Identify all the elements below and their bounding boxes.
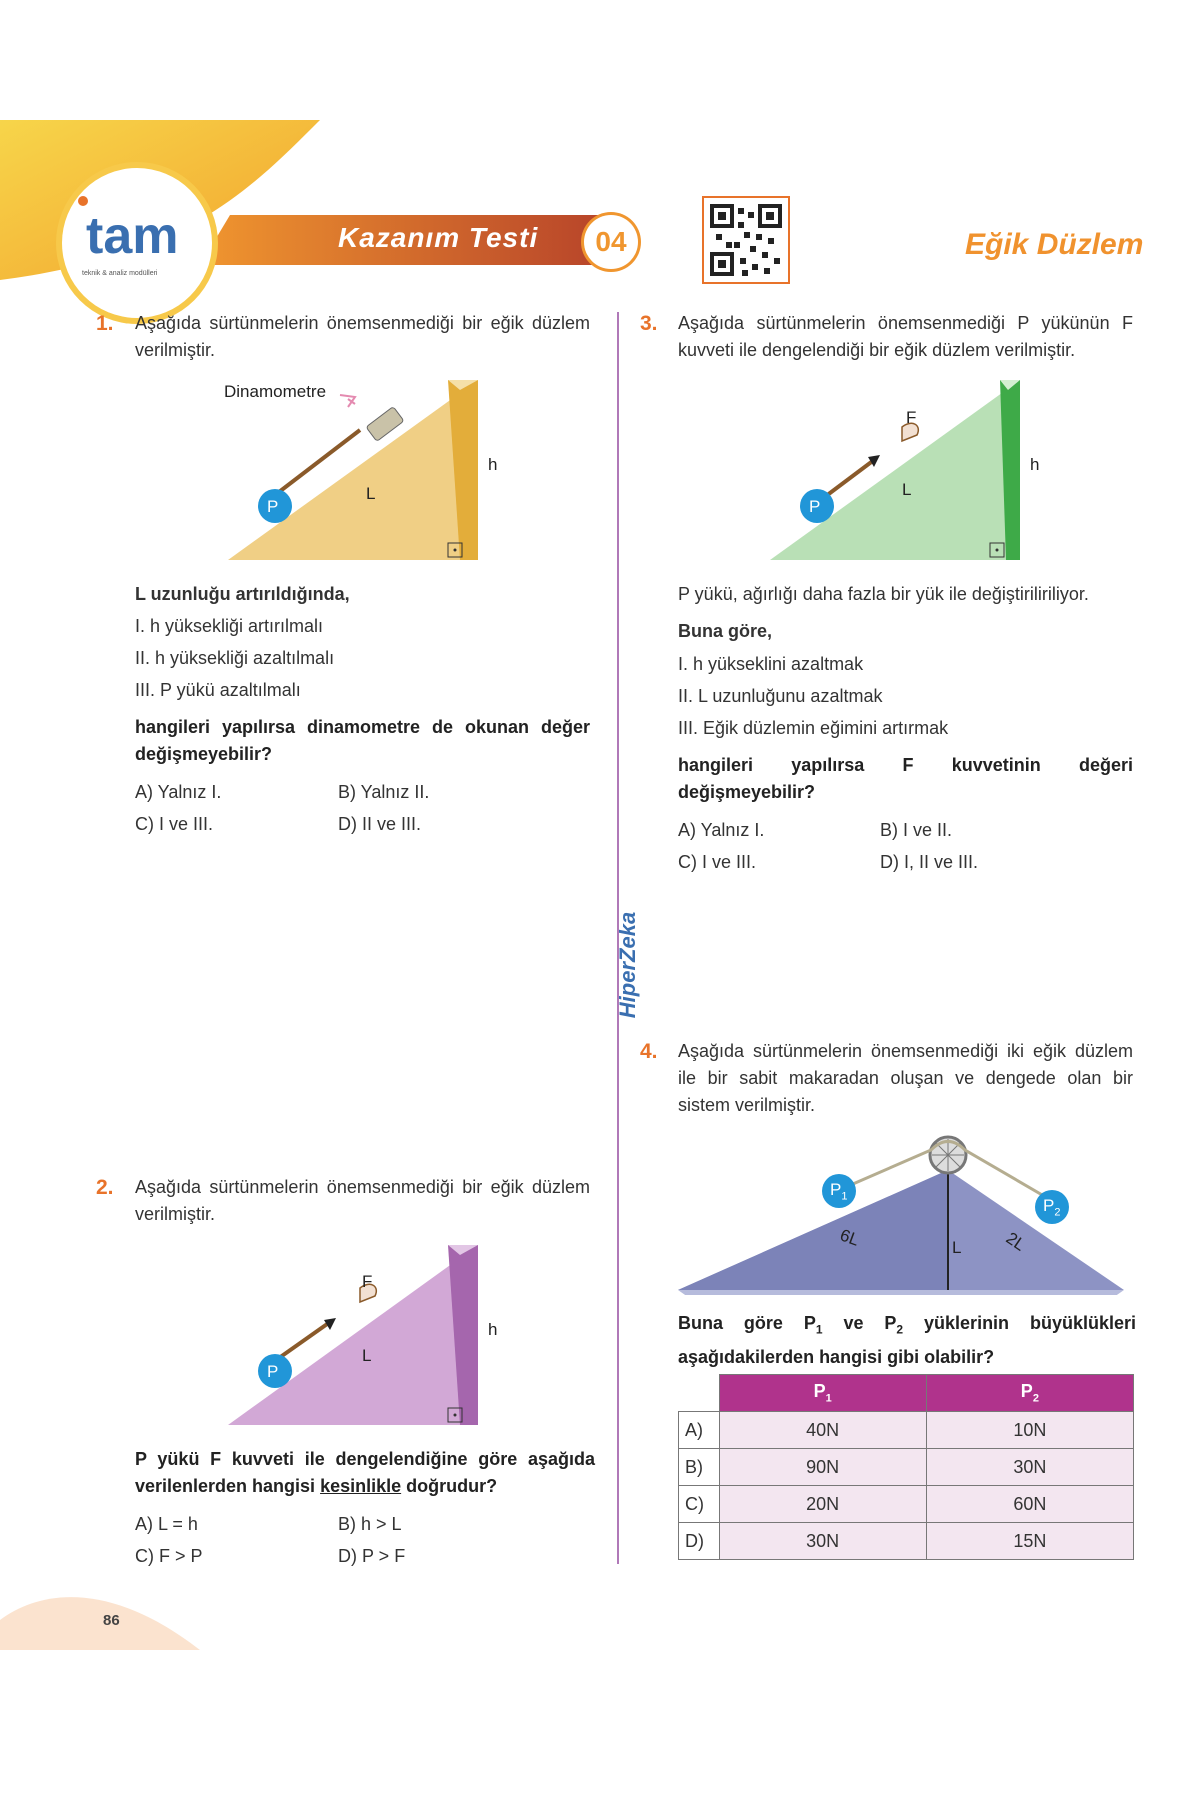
q1-option-a[interactable]: A) Yalnız I. xyxy=(135,782,222,802)
page-number: 86 xyxy=(103,1612,120,1629)
table-row[interactable] xyxy=(679,1449,1134,1486)
side-brand: HiperZeka xyxy=(615,911,640,1019)
row-label: A) xyxy=(679,1412,720,1449)
logo-dot xyxy=(78,196,88,206)
q4-p1-sub: 1 xyxy=(841,1190,848,1203)
q2-option-c[interactable]: C) F > P xyxy=(135,1546,203,1566)
q2-incline-diagram xyxy=(220,1240,500,1430)
q1-p-label: P xyxy=(267,497,279,516)
table-row[interactable] xyxy=(679,1523,1134,1560)
q3-option-b[interactable]: B) I ve II. xyxy=(880,820,953,840)
logo-badge xyxy=(62,168,212,318)
q3-h-label: h xyxy=(1030,455,1040,474)
q3-item-1: I. h yükseklini azaltmak xyxy=(678,654,864,674)
row-p1: 20N xyxy=(719,1486,926,1523)
q4-right-length-label: 2L xyxy=(1002,1228,1029,1255)
dynamometer xyxy=(366,407,404,442)
q2-f-label: F xyxy=(362,1272,373,1291)
q4-question-part-2: ve P xyxy=(822,1313,897,1333)
q3-statement: P yükü, ağırlığı daha fazla bir yük ile değiştiriliriliyor. xyxy=(678,584,1089,604)
q3-text: Aşağıda sürtünmelerin önemsenmediği P yükünün F kuvveti ile dengelendiği bir eğik düzlem verilmiştir. xyxy=(678,313,1133,360)
q2-question xyxy=(135,1446,595,1500)
q2-number: 2. xyxy=(96,1176,114,1199)
q2-option-d[interactable]: D) P > F xyxy=(338,1546,406,1566)
q4-p1-label xyxy=(830,1180,847,1202)
q4-left-length-label: 6L xyxy=(837,1225,862,1250)
q4-p1-letter: P xyxy=(830,1180,842,1199)
q4-question xyxy=(678,1310,1136,1371)
q4-text: Aşağıda sürtünmelerin önemsenmediği iki eğik düzlem ile bir sabit makaradan oluşan ve dengede olan bir sistem verilmiştir. xyxy=(678,1041,1133,1115)
table-row[interactable] xyxy=(679,1412,1134,1449)
q4-p2-label xyxy=(1043,1196,1060,1218)
q1-h-label: h xyxy=(488,455,498,474)
table-header-p1 xyxy=(719,1375,926,1412)
q1-number: 1. xyxy=(96,312,114,335)
q4-question-part-1: Buna göre P xyxy=(678,1313,816,1333)
header-p2-sub: 2 xyxy=(1032,1392,1039,1405)
q3-incline-diagram xyxy=(762,375,1042,565)
row-p1: 30N xyxy=(719,1523,926,1560)
q3-f-label: F xyxy=(906,408,917,427)
q2-question-pre: P yükü F kuvveti ile dengelendiğine göre aşağıda verilenlerden hangisi xyxy=(135,1449,595,1496)
q3-p-label: P xyxy=(809,497,821,516)
row-p1: 40N xyxy=(719,1412,926,1449)
test-title: Kazanım Testi xyxy=(338,222,539,253)
row-p2: 60N xyxy=(926,1486,1133,1523)
q3-item-2: II. L uzunluğunu azaltmak xyxy=(678,686,883,706)
row-p2: 15N xyxy=(926,1523,1133,1560)
test-number-badge: 04 xyxy=(584,215,638,269)
q4-question-sub-1: 1 xyxy=(815,1322,823,1337)
q2-option-b[interactable]: B) h > L xyxy=(338,1514,402,1534)
q1-option-b[interactable]: B) Yalnız II. xyxy=(338,782,430,802)
q1-text: Aşağıda sürtünmelerin önemsenmediği bir eğik düzlem verilmiştir. xyxy=(135,313,590,360)
q2-h-label: h xyxy=(488,1320,498,1339)
q1-option-d[interactable]: D) II ve III. xyxy=(338,814,422,834)
q4-p2-sub: 2 xyxy=(1054,1206,1061,1219)
q2-text: Aşağıda sürtünmelerin önemsenmediği bir eğik düzlem verilmiştir. xyxy=(135,1177,590,1224)
q2-p-label: P xyxy=(267,1362,279,1381)
q2-option-a[interactable]: A) L = h xyxy=(135,1514,198,1534)
q2-question-post: doğrudur? xyxy=(401,1476,498,1496)
q3-option-c[interactable]: C) I ve III. xyxy=(678,852,757,872)
q1-l-label: L xyxy=(366,484,376,503)
row-label: C) xyxy=(679,1486,720,1523)
logo-subtitle: teknik & analiz modülleri xyxy=(82,270,158,277)
row-p2: 10N xyxy=(926,1412,1133,1449)
q1-question: hangileri yapılırsa dinamometre de okunan değer değişmeyebilir? xyxy=(135,717,590,764)
q1-item-3: III. P yükü azaltılmalı xyxy=(135,680,301,700)
table-corner xyxy=(679,1375,720,1412)
q3-question: hangileri yapılırsa F kuvvetinin değeri değişmeyebilir? xyxy=(678,755,1133,802)
chapter-title: Eğik Düzlem xyxy=(965,228,1144,261)
q2-l-label: L xyxy=(362,1346,372,1365)
q3-item-3: III. Eğik düzlemin eğimini artırmak xyxy=(678,718,949,738)
qr-code[interactable] xyxy=(702,196,790,284)
header-p1-letter: P xyxy=(813,1381,826,1402)
logo-text: tam xyxy=(86,207,179,265)
q4-question-sub-2: 2 xyxy=(896,1322,904,1337)
q3-l-label: L xyxy=(902,480,912,499)
qr-code-icon xyxy=(704,198,788,282)
header-p2-letter: P xyxy=(1020,1381,1033,1402)
row-label: B) xyxy=(679,1449,720,1486)
q4-question-part-3: yüklerinin büyüklükleri aşağıdakilerden hangisi gibi olabilir? xyxy=(678,1313,1137,1367)
header-p1-sub: 1 xyxy=(825,1392,832,1405)
q1-condition: L uzunluğu artırıldığında, xyxy=(135,584,350,604)
row-label: D) xyxy=(679,1523,720,1560)
row-p1: 90N xyxy=(719,1449,926,1486)
q1-item-1: I. h yüksekliği artırılmalı xyxy=(135,616,324,636)
q2-question-underlined: kesinlikle xyxy=(320,1476,402,1496)
q4-number: 4. xyxy=(640,1040,658,1063)
q4-middle-length-label: L xyxy=(952,1238,962,1257)
q4-double-incline-diagram xyxy=(676,1125,1136,1295)
q1-item-2: II. h yüksekliği azaltılmalı xyxy=(135,648,335,668)
q4-answer-table xyxy=(678,1374,1134,1560)
footer-arc xyxy=(0,1580,200,1650)
q1-option-c[interactable]: C) I ve III. xyxy=(135,814,214,834)
q3-option-d[interactable]: D) I, II ve III. xyxy=(880,852,979,872)
q4-p2-letter: P xyxy=(1043,1196,1055,1215)
q3-condition: Buna göre, xyxy=(678,621,773,641)
table-row[interactable] xyxy=(679,1486,1134,1523)
q3-option-a[interactable]: A) Yalnız I. xyxy=(678,820,765,840)
row-p2: 30N xyxy=(926,1449,1133,1486)
q1-dynamometer-label: Dinamometre xyxy=(224,382,327,401)
table-header-p2 xyxy=(926,1375,1133,1412)
q3-number: 3. xyxy=(640,312,658,335)
q1-incline-diagram xyxy=(220,375,500,565)
